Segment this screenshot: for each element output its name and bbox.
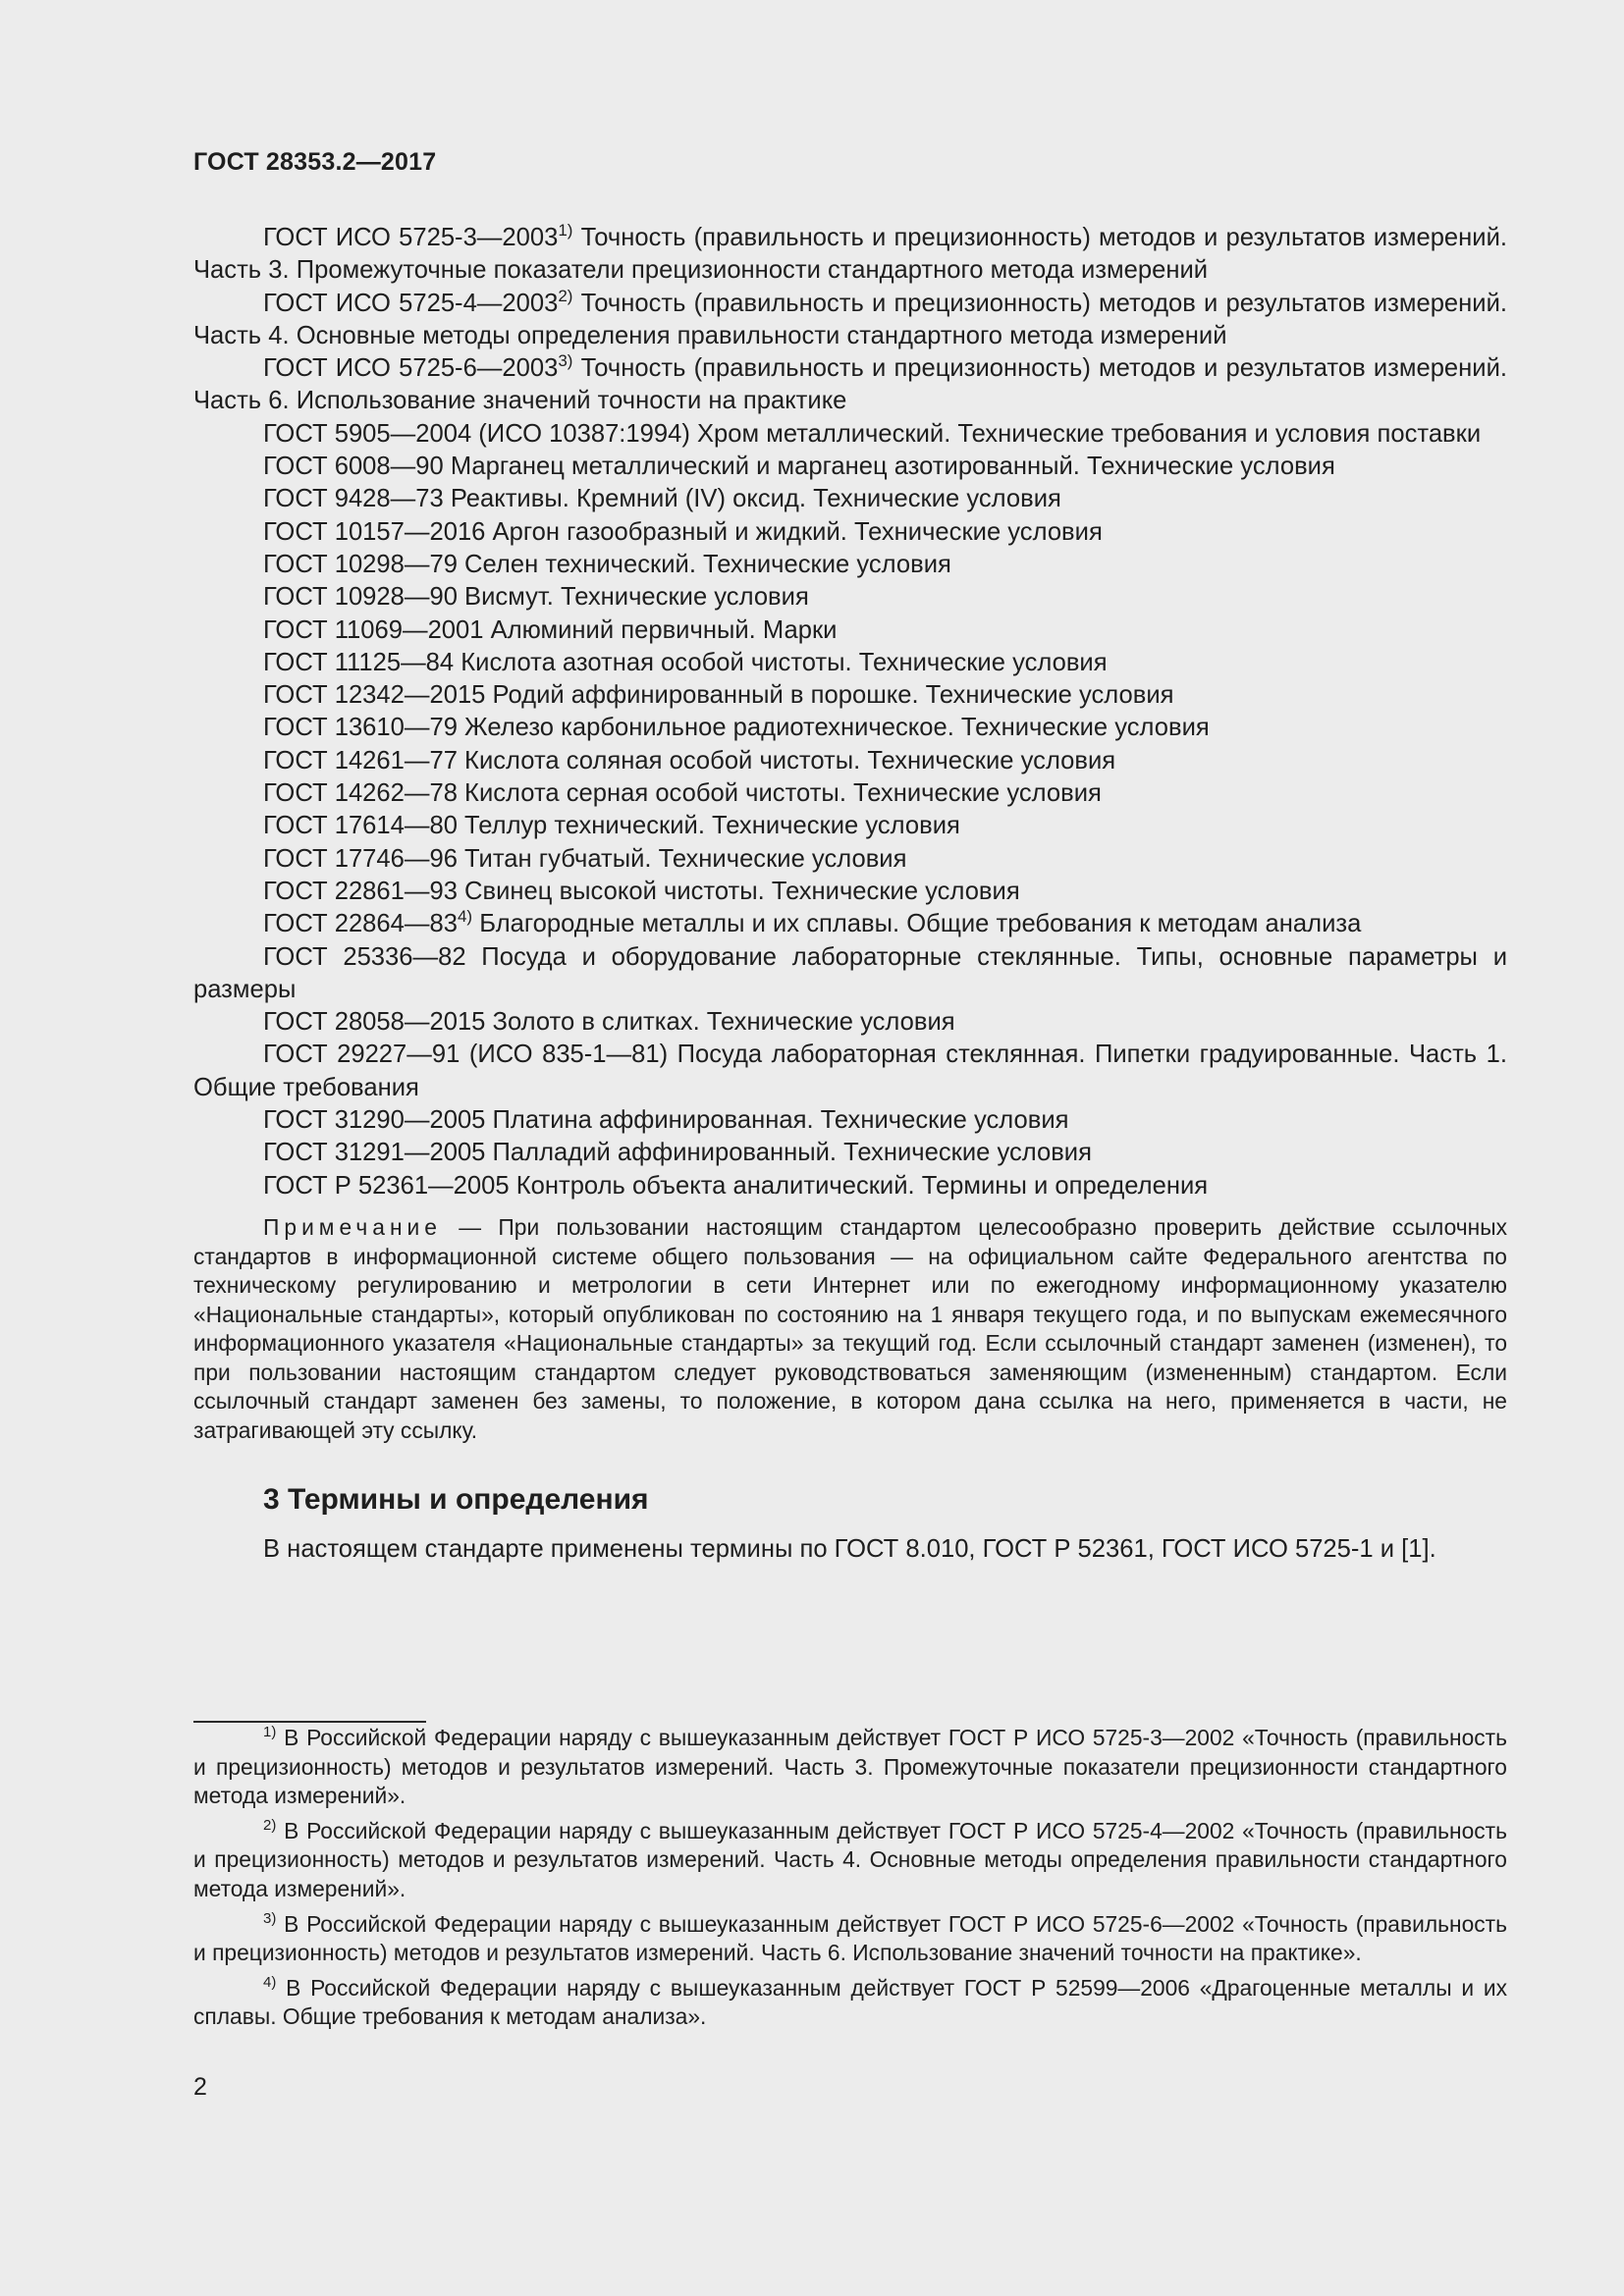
footnote-separator [193, 1721, 426, 1723]
reference-text: ГОСТ 13610—79 Железо карбонильное радиотехническое. Технические условия [263, 714, 1210, 742]
footnote-mark: 2) [558, 286, 573, 305]
footnote-mark: 4) [457, 907, 473, 927]
reference-item [193, 908, 1507, 940]
reference-text: ГОСТ 10928—90 Висмут. Технические условия [263, 583, 809, 612]
reference-item [193, 745, 1507, 777]
reference-text: ГОСТ 12342—2015 Родий аффинированный в порошке. Технические условия [263, 681, 1174, 710]
reference-item [193, 549, 1507, 581]
reference-item [193, 941, 1507, 1007]
section-body: В настоящем стандарте применены термины по ГОСТ 8.010, ГОСТ Р 52361, ГОСТ ИСО 5725-1 и [1]. [263, 1534, 1436, 1563]
footnote-number: 3) [263, 1909, 277, 1927]
footnote-text: В Российской Федерации наряду с вышеуказанным действует ГОСТ Р 52599—2006 «Драгоценные металлы и их сплавы. Общие требования к методам анализа». [193, 1974, 1507, 2030]
reference-text: ГОСТ 22864—83 [263, 910, 458, 938]
section-title: 3 Термины и определения [263, 1482, 649, 1516]
footnote-text: В Российской Федерации наряду с вышеуказанным действует ГОСТ Р ИСО 5725-6—2002 «Точность (правильность и прецизионность) методов и результатов измерений. Часть 6. Использование значений точности на практике». [193, 1910, 1507, 1966]
reference-tail: Точность (правильность и прецизионность) методов и результатов измерений. Часть 3. Промежуточные показатели прецизионности стандартного метода измерений [193, 224, 1507, 285]
reference-text: ГОСТ 17746—96 Титан губчатый. Технические условия [263, 844, 907, 873]
reference-item [193, 876, 1507, 908]
reference-text: ГОСТ 31291—2005 Палладий аффинированный. Технические условия [263, 1139, 1092, 1167]
reference-text: ГОСТ 11069—2001 Алюминий первичный. Марки [263, 615, 838, 644]
reference-text: ГОСТ 10298—79 Селен технический. Технические условия [263, 550, 951, 578]
reference-item [193, 288, 1507, 353]
note-text: — При пользовании настоящим стандартом целесообразно проверить действие ссылочных стандартов в информационной системе общего пользования — на официальном сайте Федерального агентства по техническому регулированию и метрологии в сети Интернет или по ежегодному информационному указателю «Национальные стандарты», который опубликован по состоянию на 1 января текущего года, и по выпускам ежемесячного информационного указателя «Национальные стандарты» за текущий год. Если ссылочный стандарт заменен (изменен), то при пользовании настоящим стандартом следует руководствоваться заменяющим (измененным) стандартом. Если ссылочный стандарт заменен без замены, то положение, в котором дана ссылка на него, применяется в части, не затрагивающей эту ссылку. [193, 1213, 1507, 1444]
reference-text: ГОСТ 6008—90 Марганец металлический и марганец азотированный. Технические условия [263, 453, 1335, 481]
reference-item [193, 614, 1507, 647]
footnote-mark: 1) [558, 221, 573, 240]
reference-text: ГОСТ 25336—82 Посуда и оборудование лабораторные стеклянные. Типы, основные параметры и размеры [193, 942, 1507, 1003]
reference-item [193, 1104, 1507, 1137]
reference-item [193, 843, 1507, 876]
reference-item [193, 1039, 1507, 1104]
reference-text: ГОСТ 22861—93 Свинец высокой чистоты. Технические условия [263, 877, 1020, 905]
reference-item [193, 483, 1507, 515]
reference-text: ГОСТ Р 52361—2005 Контроль объекта аналитический. Термины и определения [263, 1171, 1209, 1200]
reference-item [193, 1170, 1507, 1202]
reference-item [193, 679, 1507, 712]
reference-text: ГОСТ 14262—78 Кислота серная особой чистоты. Технические условия [263, 779, 1102, 808]
footnote [193, 1724, 1507, 1811]
reference-item [193, 451, 1507, 483]
reference-item [193, 1137, 1507, 1169]
reference-item [193, 777, 1507, 810]
note-label: Примечание [263, 1213, 442, 1240]
reference-text: ГОСТ 9428—73 Реактивы. Кремний (IV) оксид. Технические условия [263, 485, 1061, 513]
reference-tail: Точность (правильность и прецизионность) методов и результатов измерений. Часть 6. Использование значений точности на практике [193, 354, 1507, 415]
reference-item [193, 810, 1507, 842]
reference-text: ГОСТ 29227—91 (ИСО 835-1—81) Посуда лабораторная стеклянная. Пипетки градуированные. Часть 1. Общие требования [193, 1041, 1507, 1101]
reference-list [193, 222, 1507, 1202]
reference-text: ГОСТ 10157—2016 Аргон газообразный и жидкий. Технические условия [263, 517, 1103, 546]
reference-text: ГОСТ 5905—2004 (ИСО 10387:1994) Хром металлический. Технические требования и условия поставки [263, 419, 1482, 448]
reference-text: ГОСТ ИСО 5725-6—2003 [263, 354, 559, 383]
reference-tail: Благородные металлы и их сплавы. Общие требования к методам анализа [472, 910, 1362, 938]
reference-item [193, 418, 1507, 451]
footnote-text: В Российской Федерации наряду с вышеуказанным действует ГОСТ Р ИСО 5725-4—2002 «Точность (правильность и прецизионность) методов и результатов измерений. Часть 4. Основные методы определения правильности стандартного метода измерений». [193, 1817, 1507, 1901]
footnotes [193, 1724, 1507, 2038]
reference-item [193, 581, 1507, 614]
footnote [193, 1817, 1507, 1904]
reference-text: ГОСТ 28058—2015 Золото в слитках. Технические условия [263, 1008, 955, 1037]
note-paragraph [193, 1213, 1507, 1446]
footnote-number: 1) [263, 1724, 277, 1740]
reference-text: ГОСТ ИСО 5725-3—2003 [263, 224, 559, 251]
main-content [193, 222, 1507, 1566]
footnote [193, 1910, 1507, 1968]
page-number: 2 [193, 2073, 207, 2101]
reference-item [193, 647, 1507, 679]
reference-text: ГОСТ 31290—2005 Платина аффинированная. Технические условия [263, 1106, 1069, 1135]
reference-item [193, 712, 1507, 744]
document-header: ГОСТ 28353.2—2017 [193, 148, 437, 176]
reference-text: ГОСТ 17614—80 Теллур технический. Технические условия [263, 812, 960, 840]
reference-item [193, 222, 1507, 288]
footnote-number: 4) [263, 1973, 277, 1991]
reference-item [193, 516, 1507, 549]
reference-item [193, 1006, 1507, 1039]
footnote-mark: 3) [558, 351, 573, 371]
reference-item [193, 352, 1507, 418]
reference-text: ГОСТ 14261—77 Кислота соляная особой чистоты. Технические условия [263, 746, 1116, 774]
footnote-number: 2) [263, 1816, 277, 1834]
footnote-text: В Российской Федерации наряду с вышеуказанным действует ГОСТ Р ИСО 5725-3—2002 «Точность (правильность и прецизионность) методов и результатов измерений. Часть 3. Промежуточные показатели прецизионности стандартного метода измерений». [193, 1725, 1507, 1809]
reference-text: ГОСТ 11125—84 Кислота азотная особой чистоты. Технические условия [263, 648, 1108, 676]
footnote [193, 1974, 1507, 2032]
reference-tail: Точность (правильность и прецизионность) методов и результатов измерений. Часть 4. Основные методы определения правильности стандартного метода измерений [193, 289, 1507, 349]
reference-text: ГОСТ ИСО 5725-4—2003 [263, 289, 559, 317]
